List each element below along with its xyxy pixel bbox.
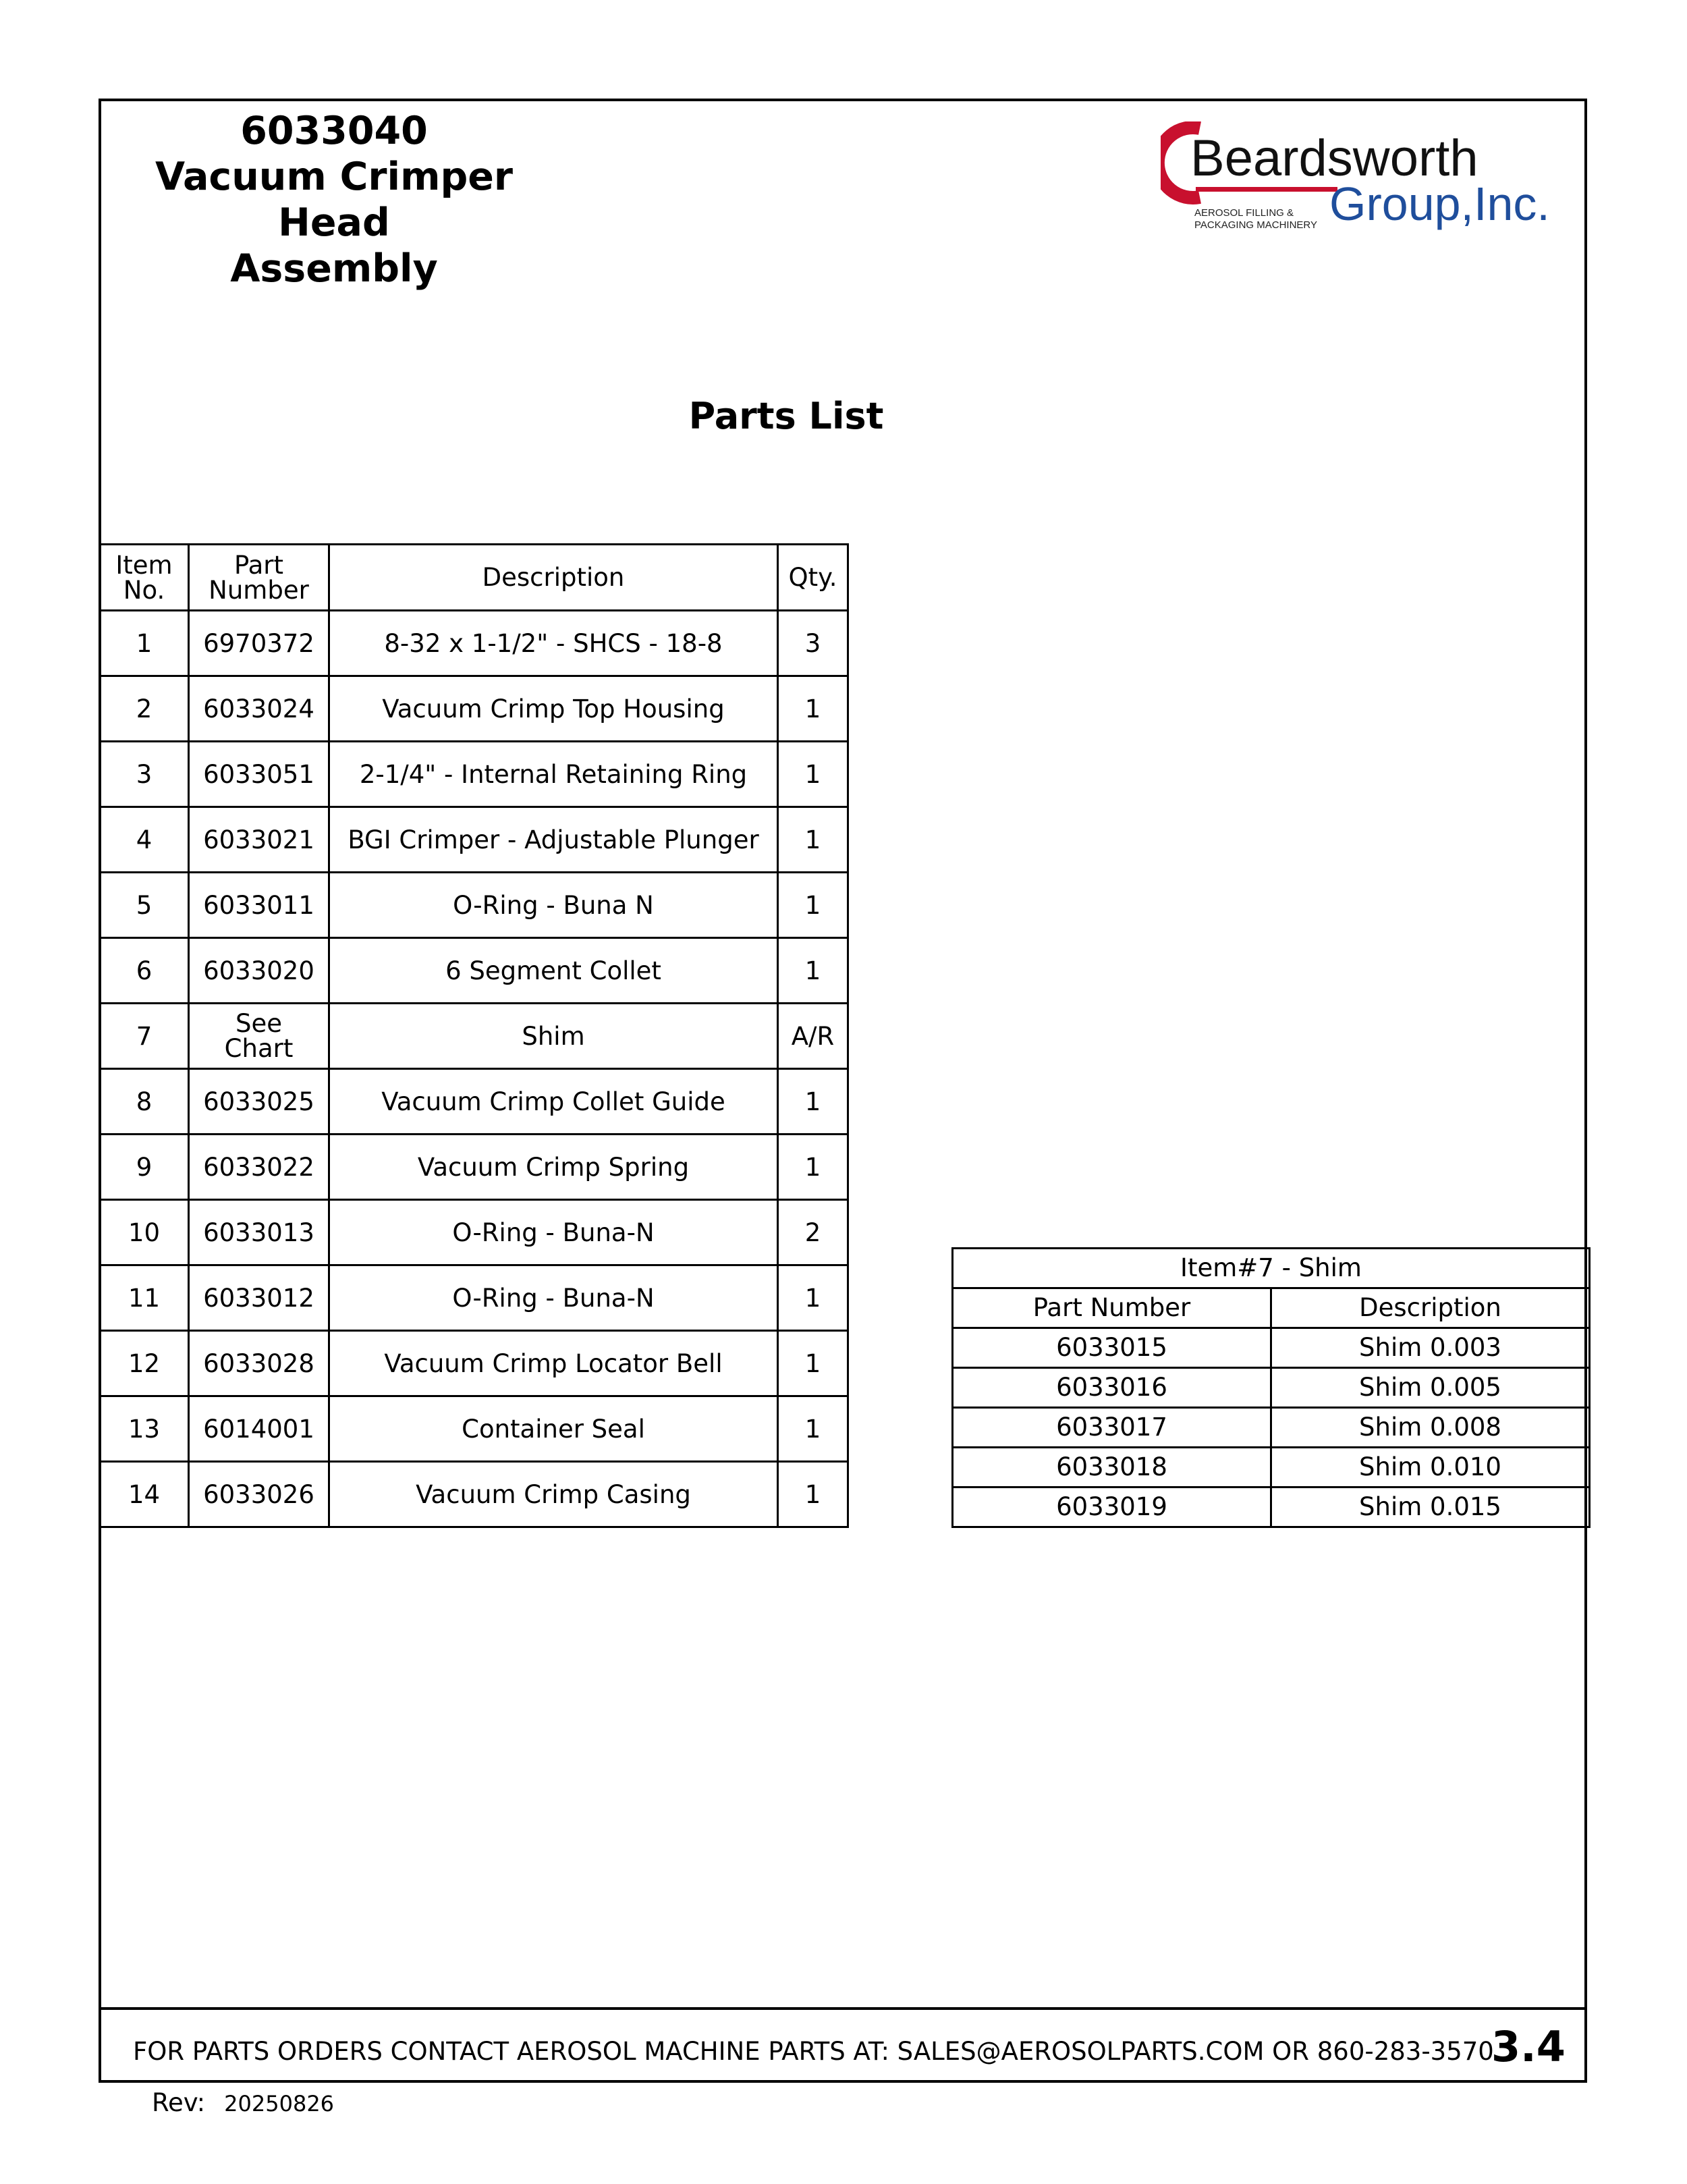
qty: 1 (778, 1462, 848, 1527)
item-no: 9 (100, 1135, 189, 1200)
parts-list-table (99, 543, 849, 1528)
description: 6 Segment Collet (329, 938, 778, 1004)
part-number: 6033020 (189, 938, 329, 1004)
item-no: 14 (100, 1462, 189, 1527)
header-description: Description (329, 545, 778, 611)
shim-chart-header-row (953, 1288, 1590, 1328)
description: Shim 0.010 (1271, 1448, 1590, 1487)
logo-tagline-1: AEROSOL FILLING & (1194, 207, 1294, 219)
item-no: 6 (100, 938, 189, 1004)
qty: 1 (778, 1135, 848, 1200)
description: O-Ring - Buna-N (329, 1265, 778, 1331)
beardsworth-logo (1161, 121, 1572, 243)
item-no: 10 (100, 1200, 189, 1265)
qty: 1 (778, 873, 848, 938)
description: O-Ring - Buna N (329, 873, 778, 938)
description: 8-32 x 1-1/2" - SHCS - 18-8 (329, 611, 778, 676)
logo-name-line1: Beardsworth (1190, 130, 1478, 187)
table-row (100, 742, 848, 807)
header-part-number: Part Number (953, 1288, 1271, 1328)
table-row (100, 1462, 848, 1527)
description: Container Seal (329, 1396, 778, 1462)
table-row (953, 1328, 1590, 1368)
table-row (100, 676, 848, 742)
part-number: 6033016 (953, 1368, 1271, 1408)
part-number: 6033018 (953, 1448, 1271, 1487)
item-no: 1 (100, 611, 189, 676)
part-number: 6033024 (189, 676, 329, 742)
table-row (100, 1265, 848, 1331)
qty: 1 (778, 1069, 848, 1135)
qty: 1 (778, 1331, 848, 1396)
qty: 1 (778, 676, 848, 742)
table-header-row (100, 545, 848, 611)
revision (152, 2088, 334, 2117)
table-row (100, 1200, 848, 1265)
rev-label: Rev: (152, 2088, 206, 2117)
description: Shim 0.008 (1271, 1408, 1590, 1448)
description: Vacuum Crimp Spring (329, 1135, 778, 1200)
shim-chart-title: Item#7 - Shim (953, 1249, 1590, 1288)
part-number: 6033013 (189, 1200, 329, 1265)
table-row (953, 1408, 1590, 1448)
shim-chart-title-row (953, 1249, 1590, 1288)
table-row (100, 873, 848, 938)
part-number: 6033012 (189, 1265, 329, 1331)
table-row (100, 1069, 848, 1135)
table-row (953, 1368, 1590, 1408)
part-number: 6014001 (189, 1396, 329, 1462)
item-no: 4 (100, 807, 189, 873)
title-line-1: Vacuum Crimper Head (155, 155, 514, 245)
description: BGI Crimper - Adjustable Plunger (329, 807, 778, 873)
part-number: 6033017 (953, 1408, 1271, 1448)
part-number: 6033015 (953, 1328, 1271, 1368)
logo-underline (1196, 187, 1337, 192)
qty: 1 (778, 807, 848, 873)
table-row (953, 1448, 1590, 1487)
item-no: 12 (100, 1331, 189, 1396)
description: Shim 0.003 (1271, 1328, 1590, 1368)
qty: 1 (778, 742, 848, 807)
table-row (100, 1331, 848, 1396)
table-row (100, 1135, 848, 1200)
description: Vacuum Crimp Locator Bell (329, 1331, 778, 1396)
part-number: 6033022 (189, 1135, 329, 1200)
part-number: 6033028 (189, 1331, 329, 1396)
document-title (101, 108, 567, 292)
shim-chart-table (951, 1247, 1591, 1528)
qty: 3 (778, 611, 848, 676)
description: Vacuum Crimp Collet Guide (329, 1069, 778, 1135)
table-row (100, 938, 848, 1004)
item-no: 13 (100, 1396, 189, 1462)
part-number: 6033025 (189, 1069, 329, 1135)
header-qty: Qty. (778, 545, 848, 611)
part-number: 6033026 (189, 1462, 329, 1527)
part-number: 6033021 (189, 807, 329, 873)
table-row (100, 807, 848, 873)
logo-name-line2: Group,Inc. (1329, 178, 1550, 230)
part-number: 6970372 (189, 611, 329, 676)
header-description: Description (1271, 1288, 1590, 1328)
part-number: See Chart (189, 1004, 329, 1069)
description: Vacuum Crimp Top Housing (329, 676, 778, 742)
page-number: 3.4 (1491, 2022, 1566, 2071)
item-no: 5 (100, 873, 189, 938)
part-number: 6033011 (189, 873, 329, 938)
part-number: 6033019 (953, 1487, 1271, 1527)
assembly-part-number: 6033040 (240, 109, 428, 153)
item-no: 3 (100, 742, 189, 807)
description: Shim 0.015 (1271, 1487, 1590, 1527)
description: Vacuum Crimp Casing (329, 1462, 778, 1527)
table-row (100, 1004, 848, 1069)
description: Shim (329, 1004, 778, 1069)
description: Shim 0.005 (1271, 1368, 1590, 1408)
header-item-no: Item No. (100, 545, 189, 611)
logo-tagline-2: PACKAGING MACHINERY (1194, 219, 1317, 231)
description: O-Ring - Buna-N (329, 1200, 778, 1265)
qty: 1 (778, 1265, 848, 1331)
item-no: 11 (100, 1265, 189, 1331)
item-no: 2 (100, 676, 189, 742)
part-number: 6033051 (189, 742, 329, 807)
header-part-number: Part Number (189, 545, 329, 611)
rev-value: 20250826 (224, 2091, 335, 2117)
description: 2-1/4" - Internal Retaining Ring (329, 742, 778, 807)
qty: 1 (778, 1396, 848, 1462)
footer-divider (99, 2007, 1587, 2010)
qty: 1 (778, 938, 848, 1004)
item-no: 7 (100, 1004, 189, 1069)
table-row (100, 611, 848, 676)
parts-list-title: Parts List (688, 395, 884, 437)
table-row (953, 1487, 1590, 1527)
item-no: 8 (100, 1069, 189, 1135)
qty: 2 (778, 1200, 848, 1265)
table-row (100, 1396, 848, 1462)
footer-contact: FOR PARTS ORDERS CONTACT AEROSOL MACHINE PARTS AT: SALES@AEROSOLPARTS.COM OR 860-283-3570 (133, 2037, 1494, 2066)
qty: A/R (778, 1004, 848, 1069)
title-line-2: Assembly (230, 246, 438, 291)
